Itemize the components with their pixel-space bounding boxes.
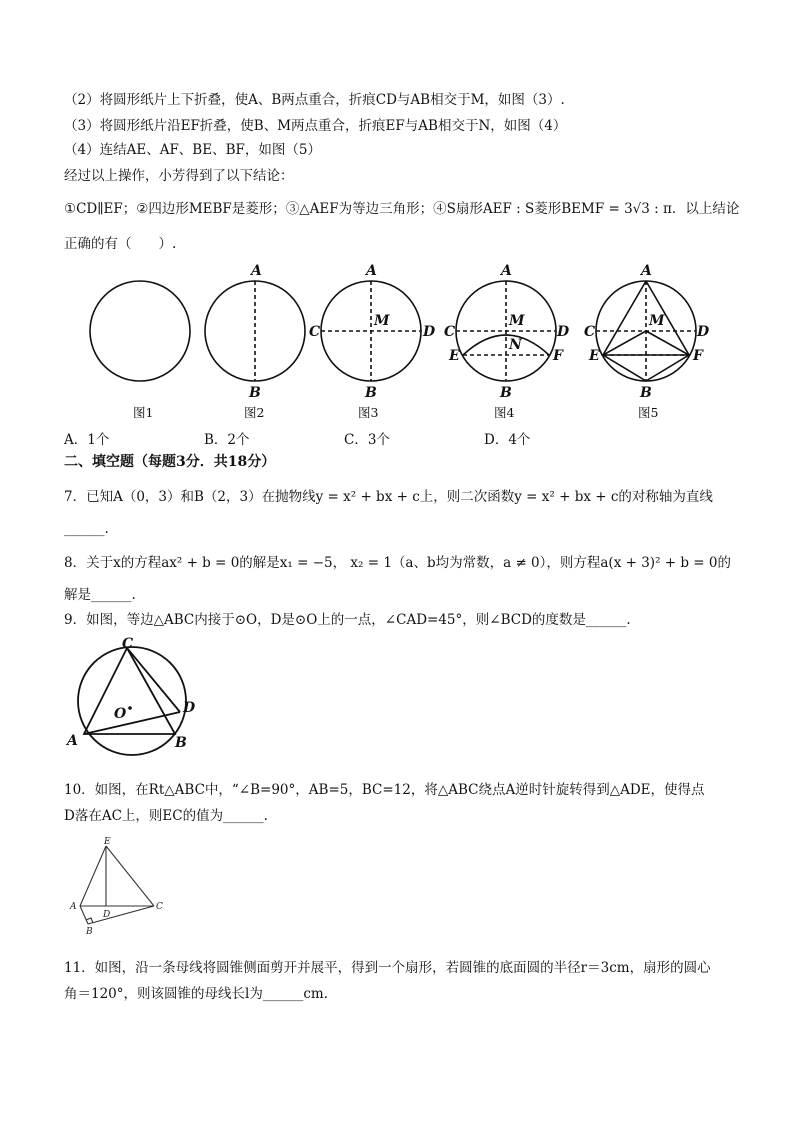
fig2-label-a: A — [251, 263, 262, 279]
fig4-label-m: M — [509, 313, 525, 329]
q10-label-d: D — [103, 910, 111, 920]
fig1-caption: 图1 — [133, 405, 154, 420]
option-d: D．4个 — [484, 432, 531, 448]
q9-label-d: D — [183, 700, 196, 716]
q10-line2: D落在AC上，则EC的值为______. — [64, 808, 268, 824]
q10-label-a: A — [70, 902, 77, 912]
fig3-label-c: C — [309, 324, 321, 340]
q9-label-c: C — [122, 636, 134, 652]
fig4-label-f: F — [553, 348, 563, 364]
fig3-caption: 图3 — [358, 405, 379, 420]
fig4-label-c: C — [444, 324, 456, 340]
q6-conclusions: ①CD∥EF；②四边形MEBF是菱形；③△AEF为等边三角形；④S扇形AEF : S菱形BEMF = 3√3 : π．以上结论 — [64, 201, 740, 217]
fig4-label-b: B — [500, 385, 512, 401]
q10-ae — [80, 846, 106, 906]
q9-triangle — [84, 648, 175, 734]
q8-line1: 8．关于x的方程ax² + b = 0的解是x₁ = −5， x₂ = 1（a、b均为常数，a ≠ 0），则方程a(x + 3)² + b = 0的 — [64, 555, 731, 571]
q7-line2: ______. — [64, 521, 109, 537]
fold-figures — [0, 255, 794, 455]
q6-intro: 经过以上操作，小芳得到了以下结论： — [64, 168, 294, 184]
fig3-label-d: D — [423, 324, 436, 340]
q10-ec — [106, 846, 154, 906]
q10-ab — [80, 906, 88, 924]
fig3-label-a: A — [366, 263, 377, 279]
q7-line1: 7．已知A（0，3）和B（2，3）在抛物线y = x² + bx + c上，则二次函数y = x² + bx + c的对称轴为直线 — [64, 489, 713, 505]
fig5-label-b: B — [640, 385, 652, 401]
option-c: C．3个 — [344, 432, 390, 448]
fig5-label-d: D — [697, 324, 710, 340]
q10-line1: 10．如图，在Rt△ABC中，“∠B=90°，AB=5，BC=12，将△ABC绕点A逆时针旋转得到△ADE，使得点 — [64, 782, 705, 798]
fig5-label-a: A — [641, 263, 652, 279]
fig4-caption: 图4 — [494, 405, 515, 420]
q10-label-b: B — [86, 927, 93, 937]
q9-figure — [62, 638, 202, 763]
q9-label-o: O — [114, 706, 127, 722]
option-a: A．1个 — [64, 432, 110, 448]
q8-line2: 解是______. — [64, 587, 136, 603]
q10-label-c: C — [156, 902, 163, 912]
q11-line2: 角＝120°，则该圆锥的母线长l为______cm. — [64, 986, 328, 1002]
q10-label-e: E — [104, 837, 111, 847]
fig4-label-d: D — [557, 324, 570, 340]
q9-ad — [84, 712, 180, 734]
fig2-label-b: B — [249, 385, 261, 401]
q6-step2: （2）将圆形纸片上下折叠，使A、B两点重合，折痕CD与AB相交于M，如图（3）. — [64, 92, 565, 108]
fig4-label-a: A — [501, 263, 512, 279]
q9-cd — [127, 648, 180, 712]
q10-figure — [64, 836, 174, 946]
fig1-circle — [90, 281, 190, 381]
q6-step3: （3）将圆形纸片沿EF折叠，使B、M两点重合，折痕EF与AB相交于N，如图（4） — [64, 118, 567, 134]
q9-center-dot — [128, 706, 132, 710]
fig5-label-f: F — [693, 348, 703, 364]
fig5-label-c: C — [584, 324, 596, 340]
fig5-caption: 图5 — [638, 405, 659, 420]
q11-line1: 11．如图，沿一条母线将圆锥侧面剪开并展平，得到一个扇形，若圆锥的底面圆的半径r＝3cm，扇形的圆心 — [64, 960, 711, 976]
fig3-label-m: M — [374, 313, 390, 329]
fig5-label-m: M — [649, 313, 665, 329]
fig2-caption: 图2 — [244, 405, 265, 420]
q9-text: 9．如图，等边△ABC内接于⊙O，D是⊙O上的一点，∠CAD=45°，则∠BCD的度数是______. — [64, 612, 631, 628]
fig4-label-e: E — [449, 348, 460, 364]
q9-label-b: B — [175, 735, 187, 751]
q6-question: 正确的有（ ）. — [64, 236, 177, 252]
q9-label-a: A — [67, 733, 78, 749]
fig5-label-e: E — [589, 348, 600, 364]
fig3-label-b: B — [365, 385, 377, 401]
option-b: B．2个 — [204, 432, 250, 448]
q6-step4: （4）连结AE、AF、BE、BF，如图（5） — [64, 142, 321, 158]
fig4-label-n: N — [509, 337, 522, 353]
section-heading: 二、填空题（每题3分．共18分） — [64, 454, 276, 470]
q10-bc — [88, 906, 154, 924]
